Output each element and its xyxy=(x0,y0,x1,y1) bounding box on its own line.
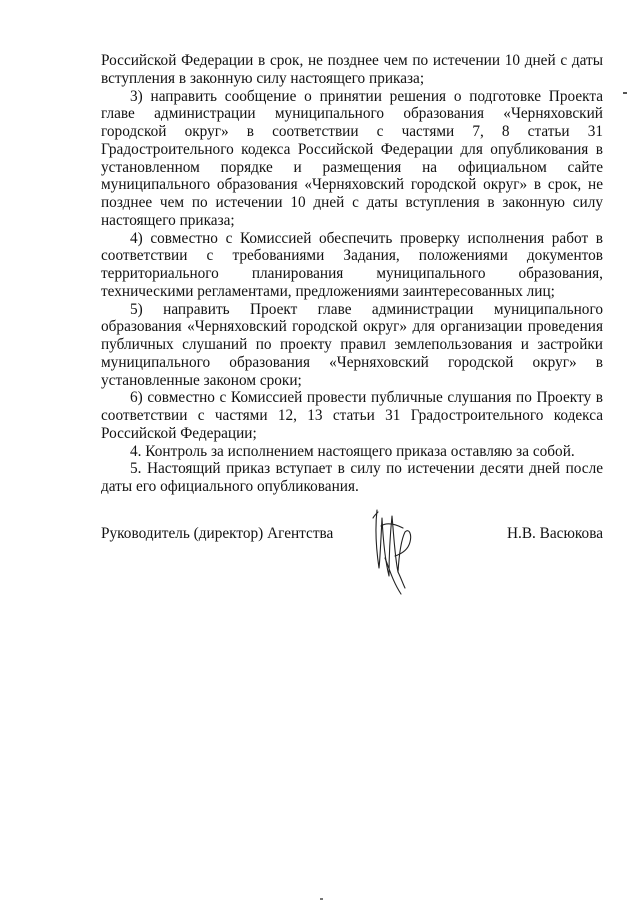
signer-position: Руководитель (директор) Агентства xyxy=(101,525,334,542)
paragraph-continuation: Российской Федерации в срок, не позднее чем по истечении 10 дней с даты вступления в законную силу настоящего приказа; xyxy=(101,52,603,87)
paragraph-clause-4: 4. Контроль за исполнением настоящего приказа оставляю за собой. xyxy=(130,442,575,460)
margin-mark xyxy=(623,92,627,94)
paragraph-item-4: 4) совместно с Комиссией обеспечить проверку исполнения работ в соответствии с требованиями Задания, положениями документов территориального планирования муниципального образования, техническими регламентами, предложениями заинтересованных лиц; xyxy=(101,229,603,300)
document-body xyxy=(101,52,603,496)
scan-speck xyxy=(320,898,323,900)
paragraph-clause-5: 5. Настоящий приказ вступает в силу по истечении десяти дней после даты его официального опубликования. xyxy=(101,460,603,495)
signer-name: Н.В. Васюкова xyxy=(506,525,603,542)
handwritten-signature xyxy=(365,498,425,598)
paragraph-item-3: 3) направить сообщение о принятии решения о подготовке Проекта главе администрации муниципального образования «Черняховский городской округ» в соответствии с частями 7, 8 статьи 31 Градостроительного кодекса Российской Федерации для опубликования в установленном порядке и размещения на официальном сайте муниципального образования «Черняховский городской округ» в срок, не позднее чем по истечении 10 дней с даты вступления в законную силу настоящего приказа; xyxy=(101,87,603,229)
paragraph-item-6: 6) совместно с Комиссией провести публичные слушания по Проекту в соответствии с частями 12, 13 статьи 31 Градостроительного кодекса Российской Федерации; xyxy=(101,389,603,442)
signature-row xyxy=(101,525,603,545)
paragraph-item-5: 5) направить Проект главе администрации муниципального образования «Черняховский городской округ» для организации проведения публичных слушаний по проекту правил землепользования и застройки муниципального образования «Черняховский городской округ» в установленные законом сроки; xyxy=(101,300,603,389)
